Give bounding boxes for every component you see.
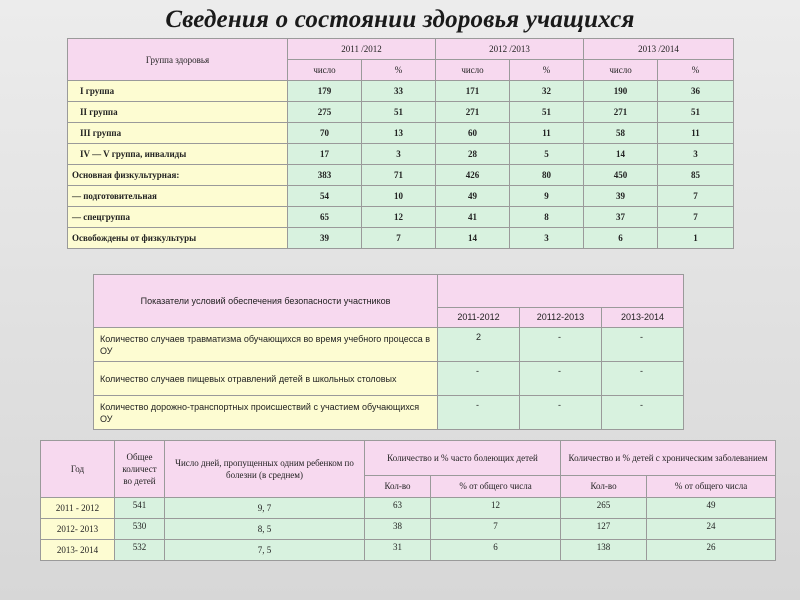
percent-subheader: %: [362, 60, 436, 81]
table-row: [68, 102, 734, 123]
cell-value: 7: [362, 228, 436, 249]
freq-count-cell: 63: [365, 498, 431, 519]
cell-value: 39: [584, 186, 658, 207]
cell-value: 171: [436, 81, 510, 102]
cell-value: 6: [584, 228, 658, 249]
cell-value: -: [438, 362, 520, 396]
table-row: [94, 362, 684, 396]
freq-pct-cell: 7: [431, 519, 561, 540]
table-row: [68, 186, 734, 207]
frequent-col-header: Количество и % часто болеющих детей: [365, 441, 561, 476]
cell-value: 51: [658, 102, 734, 123]
cell-value: 28: [436, 144, 510, 165]
cell-value: 271: [584, 102, 658, 123]
cell-value: -: [438, 396, 520, 430]
cell-value: 383: [288, 165, 362, 186]
total-cell: 530: [115, 519, 165, 540]
table-row: [41, 519, 776, 540]
table-row: [94, 396, 684, 430]
table-row: [68, 207, 734, 228]
cell-value: 11: [510, 123, 584, 144]
cell-value: 450: [584, 165, 658, 186]
cell-value: 13: [362, 123, 436, 144]
cell-value: 11: [658, 123, 734, 144]
chronic-col-header: Количество и % детей с хроническим заболеванием: [561, 441, 776, 476]
cell-value: 14: [584, 144, 658, 165]
cell-value: 37: [584, 207, 658, 228]
page-title: Сведения о состоянии здоровья учащихся: [165, 6, 635, 33]
row-label: IV — V группа, инвалиды: [68, 144, 288, 165]
cell-value: 179: [288, 81, 362, 102]
chron-pct-cell: 49: [647, 498, 776, 519]
year-header: 2013-2014: [602, 307, 684, 327]
table-row: [68, 123, 734, 144]
cell-value: -: [602, 328, 684, 362]
table-row: [68, 144, 734, 165]
row-label: — спецгруппа: [68, 207, 288, 228]
cell-value: 85: [658, 165, 734, 186]
days-col-header: Число дней, пропущенных одним ребенком по болезни (в среднем): [165, 441, 365, 498]
year-cell: 2011 - 2012: [41, 498, 115, 519]
year-header: 2013 /2014: [584, 39, 734, 60]
cell-value: 17: [288, 144, 362, 165]
chron-count-cell: 138: [561, 540, 647, 561]
cell-value: 3: [510, 228, 584, 249]
table-row: [94, 328, 684, 362]
cell-value: -: [602, 362, 684, 396]
row-label: III группа: [68, 123, 288, 144]
health-groups-table: [67, 38, 734, 249]
cell-value: 51: [362, 102, 436, 123]
cell-value: 33: [362, 81, 436, 102]
row-label: Количество дорожно-транспортных происшествий с участием обучающихся ОУ: [94, 396, 438, 430]
safety-header-blank: [438, 275, 684, 308]
row-label: Количество случаев травматизма обучающихся во время учебного процесса в ОУ: [94, 328, 438, 362]
freq-count-cell: 31: [365, 540, 431, 561]
cell-value: 271: [436, 102, 510, 123]
cell-value: 54: [288, 186, 362, 207]
cell-value: 7: [658, 186, 734, 207]
cell-value: 10: [362, 186, 436, 207]
table-row: [41, 540, 776, 561]
freq-count-cell: 38: [365, 519, 431, 540]
safety-header: Показатели условий обеспечения безопасности участников: [94, 275, 438, 328]
cell-value: 32: [510, 81, 584, 102]
cell-value: 60: [436, 123, 510, 144]
table-row: [68, 81, 734, 102]
cell-value: -: [520, 328, 602, 362]
row-label: Освобождены от физкультуры: [68, 228, 288, 249]
chron-count-cell: 265: [561, 498, 647, 519]
freq-pct-cell: 12: [431, 498, 561, 519]
total-col-header: Общее количест во детей: [115, 441, 165, 498]
cell-value: -: [520, 396, 602, 430]
percent-subheader: %: [658, 60, 734, 81]
year-header: 2012 /2013: [436, 39, 584, 60]
cell-value: 51: [510, 102, 584, 123]
days-cell: 9, 7: [165, 498, 365, 519]
count-subheader: Кол-во: [365, 475, 431, 497]
cell-value: 58: [584, 123, 658, 144]
row-label: I группа: [68, 81, 288, 102]
total-cell: 541: [115, 498, 165, 519]
percent-subheader: %: [510, 60, 584, 81]
cell-value: 426: [436, 165, 510, 186]
cell-value: 14: [436, 228, 510, 249]
table-row: [68, 165, 734, 186]
health-group-header: Группа здоровья: [68, 39, 288, 81]
cell-value: 80: [510, 165, 584, 186]
year-header: 2011 /2012: [288, 39, 436, 60]
cell-value: 275: [288, 102, 362, 123]
total-cell: 532: [115, 540, 165, 561]
cell-value: 7: [658, 207, 734, 228]
days-cell: 7, 5: [165, 540, 365, 561]
table-row: [68, 228, 734, 249]
year-header: 20112-2013: [520, 307, 602, 327]
year-cell: 2013- 2014: [41, 540, 115, 561]
morbidity-table: [40, 440, 776, 561]
row-label: — подготовительная: [68, 186, 288, 207]
cell-value: 36: [658, 81, 734, 102]
chron-count-cell: 127: [561, 519, 647, 540]
days-cell: 8, 5: [165, 519, 365, 540]
cell-value: 8: [510, 207, 584, 228]
row-label: II группа: [68, 102, 288, 123]
cell-value: 39: [288, 228, 362, 249]
cell-value: 190: [584, 81, 658, 102]
cell-value: -: [520, 362, 602, 396]
row-label: Количество случаев пищевых отравлений детей в школьных столовых: [94, 362, 438, 396]
cell-value: 2: [438, 328, 520, 362]
cell-value: 65: [288, 207, 362, 228]
number-subheader: число: [584, 60, 658, 81]
freq-pct-cell: 6: [431, 540, 561, 561]
cell-value: 41: [436, 207, 510, 228]
chron-pct-cell: 26: [647, 540, 776, 561]
year-col-header: Год: [41, 441, 115, 498]
year-header: 2011-2012: [438, 307, 520, 327]
cell-value: 5: [510, 144, 584, 165]
number-subheader: число: [436, 60, 510, 81]
chron-pct-cell: 24: [647, 519, 776, 540]
year-cell: 2012- 2013: [41, 519, 115, 540]
safety-indicators-table: [93, 274, 684, 430]
number-subheader: число: [288, 60, 362, 81]
cell-value: 12: [362, 207, 436, 228]
percent-subheader: % от общего числа: [647, 475, 776, 497]
count-subheader: Кол-во: [561, 475, 647, 497]
cell-value: 3: [362, 144, 436, 165]
cell-value: 49: [436, 186, 510, 207]
percent-subheader: % от общего числа: [431, 475, 561, 497]
row-label: Основная физкультурная:: [68, 165, 288, 186]
table-row: [41, 498, 776, 519]
cell-value: 71: [362, 165, 436, 186]
cell-value: 3: [658, 144, 734, 165]
cell-value: 1: [658, 228, 734, 249]
cell-value: -: [602, 396, 684, 430]
cell-value: 9: [510, 186, 584, 207]
cell-value: 70: [288, 123, 362, 144]
